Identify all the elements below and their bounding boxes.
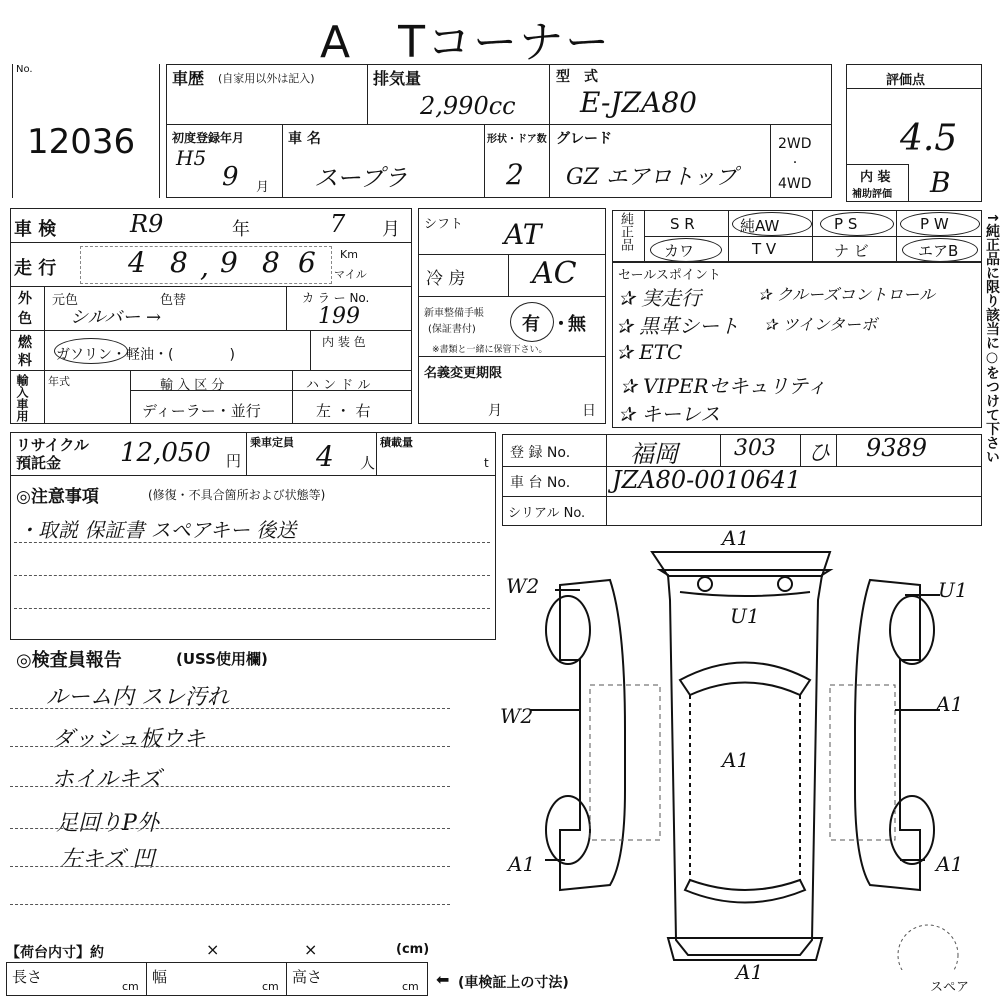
- mileage-digit-1: 4: [128, 246, 146, 279]
- notes-text: ・取説 保証書 スペアキー 後送: [18, 518, 297, 542]
- sales-item-2: ✰ クルーズコントロール: [758, 285, 935, 304]
- mileage-unit-km: Km: [340, 248, 358, 261]
- grade-label: グレード: [556, 131, 612, 147]
- cargo-label: 【荷台内寸】約: [6, 945, 104, 961]
- sales-item-6: ✰ VIPERセキュリティ: [620, 374, 827, 398]
- lot-box: [12, 64, 160, 198]
- sales-points-label: セールスポイント: [618, 268, 721, 283]
- displacement-value: 2,990cc: [420, 92, 516, 120]
- headlight-left: [698, 577, 712, 591]
- damage-roof: A1: [722, 748, 750, 772]
- chassis-value: JZA80-0010641: [612, 466, 802, 494]
- car-name-label: 車 名: [288, 131, 321, 147]
- score-label: 評価点: [886, 73, 926, 88]
- cargo-length-label: 長さ: [12, 968, 43, 986]
- color-label-bottom: 色: [18, 311, 32, 327]
- import-class-label: 輸 入 区 分: [160, 378, 225, 393]
- equip-alloy-circle: [732, 212, 812, 236]
- cargo-note: (車検証上の寸法): [458, 975, 569, 991]
- reg-class: 303: [734, 436, 776, 461]
- sales-item-1: ✰ 実走行: [618, 286, 702, 310]
- model-value: E-JZA80: [580, 86, 697, 119]
- manual-no: 無: [568, 314, 586, 335]
- sales-item-3: ✰ 黒革シート: [616, 314, 740, 338]
- damage-left-front: W2: [506, 574, 540, 598]
- cargo-height-label: 高さ: [292, 968, 323, 986]
- cargo-x1: ×: [206, 940, 220, 959]
- load-label: 積載量: [380, 436, 413, 449]
- equip-pw: P W: [920, 215, 949, 233]
- shift-value: AT: [504, 218, 542, 251]
- capacity-label: 乗車定員: [250, 436, 294, 449]
- cargo-unit: (cm): [396, 942, 430, 957]
- fuel-label-bottom: 料: [18, 353, 32, 369]
- front-spoiler: [652, 552, 830, 576]
- mileage-comma: ,: [200, 250, 209, 283]
- inspector-line-1: ルーム内 スレ汚れ: [46, 685, 229, 710]
- inspection-month-unit: 月: [382, 219, 400, 240]
- name-change-label: 名義変更期限: [424, 366, 503, 381]
- cargo-width-label: 幅: [152, 968, 168, 986]
- displacement-label: 排気量: [373, 69, 422, 88]
- rear-bumper: [668, 938, 822, 960]
- shift-label: シフト: [424, 217, 464, 232]
- sales-item-4: ✰ ツインターボ: [764, 315, 878, 334]
- chassis-label: 車 台 No.: [510, 475, 571, 491]
- reg-kana: ひ: [808, 441, 831, 466]
- fuel-options: ガソリン・軽油・( ): [56, 347, 235, 363]
- inspection-month: 7: [330, 210, 346, 238]
- inspector-line-2: ダッシュ板ウキ: [52, 727, 206, 752]
- first-reg-year: H5: [176, 146, 207, 170]
- capacity-unit: 人: [360, 454, 376, 472]
- history-label: 車歴: [172, 69, 205, 88]
- mileage-label: 走 行: [14, 258, 57, 279]
- recycle-label-1: リサイクル: [16, 436, 89, 454]
- manual-note: ※書類と一緒に保管下さい。: [432, 345, 548, 355]
- inspection-label: 車 検: [14, 219, 57, 240]
- headlight-right: [778, 577, 792, 591]
- sales-item-5: ✰ ETC: [616, 340, 683, 364]
- load-unit: t: [484, 456, 489, 470]
- equip-leather-circle: [650, 238, 722, 262]
- mileage-digit-5: 6: [298, 246, 316, 279]
- damage-hood: U1: [730, 604, 760, 628]
- equip-navi: ナ ビ: [834, 242, 869, 260]
- spare-tire: [898, 925, 958, 970]
- first-reg-label: 初度登録年月: [172, 131, 245, 145]
- color-code-value: 199: [318, 304, 360, 329]
- mileage-digit-4: 8: [262, 246, 280, 279]
- left-side-panel: [560, 580, 625, 890]
- inspection-year-unit: 年: [232, 219, 250, 240]
- windshield: [680, 663, 810, 696]
- damage-rear: A1: [736, 960, 764, 984]
- serial-label: シリアル No.: [508, 506, 586, 521]
- spare-label: スペア: [930, 980, 970, 995]
- equip-airbag: エアB: [918, 242, 959, 260]
- sales-item-7: ✰ キーレス: [618, 402, 721, 426]
- fuel-label-top: 燃: [18, 335, 32, 351]
- damage-left-door: W2: [500, 704, 534, 728]
- handle-value: 左 ・ 右: [316, 402, 371, 420]
- interior-color-label: 内 装 色: [322, 335, 366, 349]
- equip-alloy: 純AW: [740, 217, 780, 235]
- equip-sr: S R: [670, 215, 695, 233]
- interior-score-value: B: [930, 166, 951, 199]
- damage-left-rear: A1: [508, 852, 536, 876]
- mileage-unit-mile: マイル: [334, 268, 367, 281]
- cargo-dims-table: [6, 962, 428, 996]
- inspector-line-5: 左キズ 凹: [60, 847, 155, 872]
- first-reg-month: 9: [222, 162, 239, 192]
- equip-airbag-circle: [902, 238, 978, 262]
- equipment-title: 純正品: [618, 212, 633, 251]
- mileage-digit-2: 8: [170, 246, 188, 279]
- drive-dot: ・: [790, 158, 800, 169]
- history-note: (自家用以外は記入): [218, 72, 315, 85]
- cargo-width-unit: cm: [262, 980, 279, 993]
- first-reg-month-unit: 月: [256, 180, 270, 195]
- lot-label: No.: [16, 64, 33, 75]
- damage-right-rear: A1: [936, 852, 964, 876]
- inspector-line-3: ホイルキズ: [52, 767, 162, 792]
- recycle-value: 12,050: [120, 438, 211, 468]
- equip-pw-circle: [900, 212, 980, 236]
- damage-right-door: A1: [936, 692, 964, 716]
- reg-label: 登 録 No.: [510, 445, 571, 461]
- import-class-value: ディーラー・並行: [142, 402, 261, 420]
- import-label: 輸入車用: [15, 374, 29, 422]
- ac-label: 冷 房: [426, 269, 466, 289]
- doors-value: 2: [506, 158, 524, 191]
- capacity-value: 4: [316, 440, 334, 473]
- equip-ps-circle: [820, 212, 894, 236]
- damage-front: A1: [722, 526, 750, 550]
- aux-score-label: 補助評価: [852, 189, 892, 200]
- manual-yes: 有: [522, 314, 540, 335]
- fuel-gasoline-circle: [54, 338, 128, 364]
- name-change-day: 日: [582, 403, 596, 419]
- reg-number: 9389: [866, 434, 928, 462]
- color-value: シルバー →: [70, 307, 162, 328]
- recycle-unit: 円: [226, 452, 242, 470]
- notes-title: ◎注意事項: [16, 487, 99, 507]
- mileage-digit-3: 9: [220, 246, 238, 279]
- model-label: 型 式: [556, 69, 598, 85]
- cargo-length-unit: cm: [122, 980, 139, 993]
- color-code-label: カ ラ ー No.: [302, 291, 370, 305]
- interior-score-label: 内 装: [860, 170, 891, 185]
- inspector-subtitle: (USS使用欄): [176, 650, 268, 668]
- reg-area: 福岡: [630, 440, 678, 468]
- drive-2wd: 2WD: [778, 136, 812, 152]
- damage-right-front-fender: U1: [938, 578, 968, 602]
- right-side-panel: [855, 580, 920, 890]
- manual-yes-circle: [510, 302, 554, 342]
- manual-line2: (保証書付): [428, 324, 476, 335]
- equip-ps: P S: [834, 215, 858, 233]
- ac-value: AC: [532, 256, 577, 291]
- inspection-era: R9: [130, 210, 164, 238]
- equip-tv: T V: [752, 240, 777, 258]
- drive-4wd: 4WD: [778, 176, 812, 192]
- manual-sep: ・: [552, 314, 570, 335]
- doors-label: 形状・ドア数: [487, 134, 547, 145]
- cargo-height-unit: cm: [402, 980, 419, 993]
- wheel-front-right: [890, 596, 934, 664]
- wheel-front-left: [546, 596, 590, 664]
- color-label-top: 外: [18, 291, 32, 307]
- name-change-month: 月: [488, 403, 502, 419]
- grade-value: GZ エアロトップ: [566, 165, 738, 190]
- lot-number: 12036: [27, 122, 136, 162]
- inspector-title: ◎検査員報告: [16, 650, 122, 671]
- cargo-x2: ×: [304, 940, 318, 959]
- recycle-label-2: 預託金: [16, 454, 62, 472]
- inspector-line-4: 足回りP外: [56, 811, 159, 836]
- score-value: 4.5: [900, 118, 958, 159]
- color-repaint-label: 色替: [160, 293, 187, 308]
- equipment-side-note: ↑純正品に限り該当に○をつけて下さい: [984, 212, 1000, 464]
- import-year-label: 年式: [48, 375, 70, 388]
- notes-subtitle: (修復・不具合箇所および状態等): [148, 488, 326, 502]
- page-title: A Tコーナー: [320, 17, 611, 68]
- rear-window: [685, 880, 805, 903]
- manual-line1: 新車整備手帳: [424, 308, 484, 319]
- car-name-value: スープラ: [314, 164, 408, 192]
- color-original-label: 元色: [52, 293, 79, 308]
- handle-label: ハ ン ド ル: [306, 378, 371, 393]
- equip-leather: カワ: [664, 242, 695, 260]
- cargo-arrow: ⬅: [436, 970, 450, 989]
